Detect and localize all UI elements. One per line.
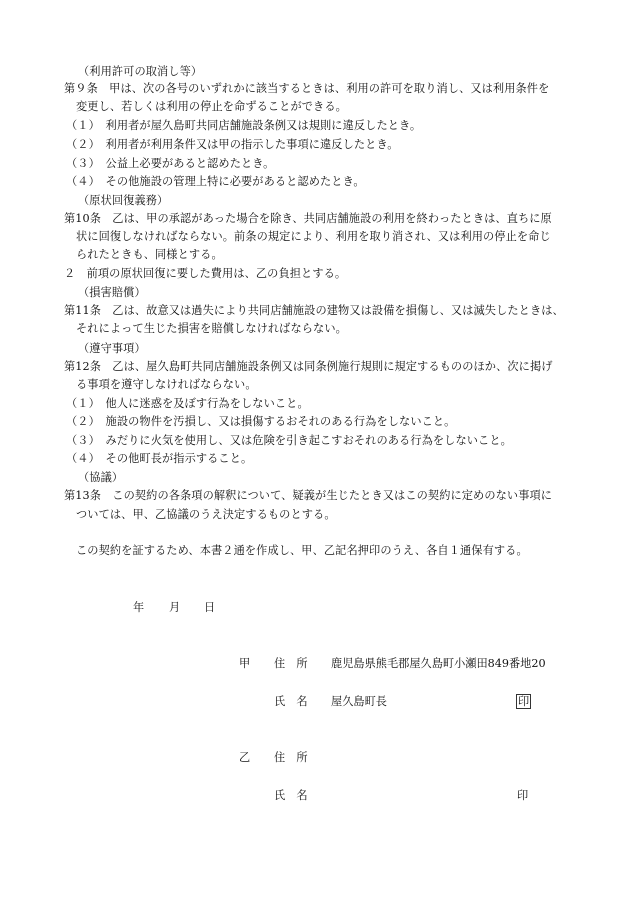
article-9-line-2: 変更し、若しくは利用の停止を命ずることができる。	[76, 100, 347, 113]
article-12-line-1: 第12条 乙は、屋久島町共同店舗施設条例又は同条例施行規則に規定するもののほか、次に掲げ	[64, 360, 553, 373]
heading-consultation: （協議）	[78, 471, 124, 484]
party-a-name-label: 氏 名	[274, 695, 308, 708]
article-12-item-1: （１） 他人に迷惑を及ぼす行為をしないこと。	[66, 397, 309, 410]
article-10-line-2: 状に回復しなければならない。前条の規定により、利用を取り消され、又は利用の停止を命じ	[76, 230, 551, 243]
date-year: 年	[133, 601, 145, 614]
article-10-paragraph-2: ２ 前項の原状回復に要した費用は、乙の負担とする。	[64, 267, 347, 280]
party-a-name: 屋久島町長	[331, 695, 387, 708]
party-b-label: 乙	[239, 751, 251, 764]
article-9-item-2: （２） 利用者が利用条件又は甲の指示した事項に違反したとき。	[66, 138, 399, 151]
article-10-line-1: 第10条 乙は、甲の承認があった場合を除き、共同店舗施設の利用を終わったときは、直ちに原	[64, 212, 552, 225]
party-a-label: 甲	[239, 657, 251, 670]
heading-revocation: （利用許可の取消し等）	[78, 65, 203, 78]
article-10-line-3: られたときも、同様とする。	[76, 248, 223, 261]
article-11-line-2: それによって生じた損害を賠償しなければならない。	[76, 322, 347, 335]
party-a-address: 鹿児島県熊毛郡屋久島町小瀬田849番地20	[331, 657, 546, 670]
article-9-item-1: （１） 利用者が屋久島町共同店舗施設条例又は規則に違反したとき。	[66, 119, 422, 132]
article-13-line-1: 第13条 この契約の各条項の解釈について、疑義が生じたとき又はこの契約に定めのない事項に	[64, 489, 553, 502]
party-a-address-label: 住 所	[274, 657, 308, 670]
party-b-name-label: 氏 名	[274, 789, 308, 802]
date-day: 日	[204, 601, 216, 614]
closing-statement: この契約を証するため、本書２通を作成し、甲、乙記名押印のうえ、各自１通保有する。	[76, 544, 528, 557]
party-a-seal-mark: 印	[518, 695, 530, 708]
article-9-item-4: （４） その他施設の管理上特に必要があると認めたとき。	[66, 175, 365, 188]
article-12-item-2: （２） 施設の物件を汚損し、又は損傷するおそれのある行為をしないこと。	[66, 415, 456, 428]
article-13-line-2: ついては、甲、乙協議のうえ決定するものとする。	[76, 508, 336, 521]
article-11-line-1: 第11条 乙は、故意又は過失により共同店舗施設の建物又は設備を損傷し、又は滅失したときは、	[64, 304, 564, 317]
article-9-line-1: 第９条 甲は、次の各号のいずれかに該当するときは、利用の許可を取り消し、又は利用条件を	[64, 82, 550, 95]
party-a-seal	[516, 694, 531, 710]
party-b-address-label: 住 所	[274, 751, 308, 764]
article-12-item-3: （３） みだりに火気を使用し、又は危険を引き起こすおそれのある行為をしないこと。	[66, 434, 512, 447]
article-9-item-3: （３） 公益上必要があると認めたとき。	[66, 157, 275, 170]
date-month: 月	[169, 601, 181, 614]
article-12-line-2: る事項を遵守しなければならない。	[76, 378, 257, 391]
heading-compliance: （遵守事項）	[78, 342, 146, 355]
party-b-seal: 印	[517, 789, 529, 802]
article-12-item-4: （４） その他町長が指示すること。	[66, 452, 253, 465]
heading-restoration: （原状回復義務）	[78, 194, 169, 207]
heading-damages: （損害賠償）	[78, 286, 146, 299]
